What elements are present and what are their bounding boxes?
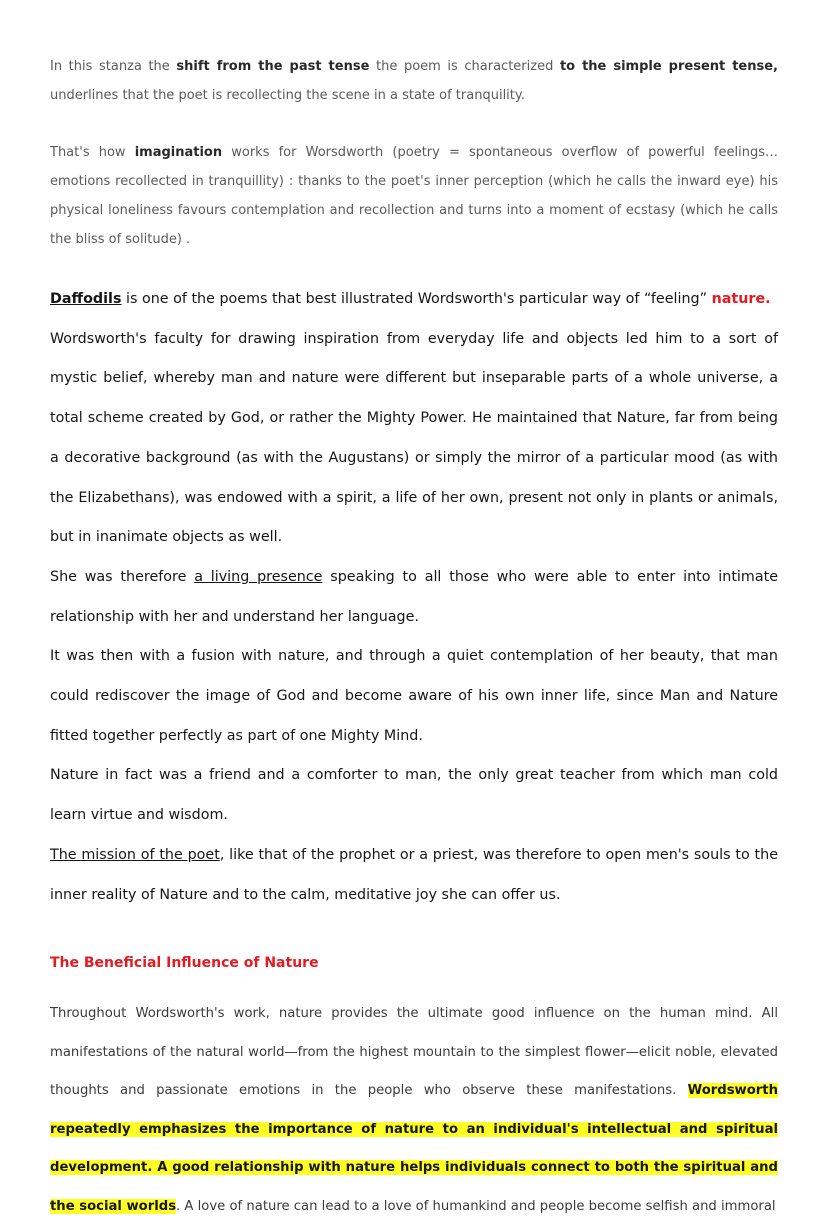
text-run: , like that of the prophet or a priest, was therefore to open men's souls to the inner reality of Nature and to the calm, meditative joy she can offer us. <box>50 846 779 903</box>
bold-run: imagination <box>134 145 223 160</box>
paragraph-imagination <box>50 138 778 254</box>
paragraph-mission <box>50 836 778 915</box>
text-run: works for Worsdworth (poetry = spontaneous overflow of powerful feelings…emotions recollected in tranquillity) : thanks to the poet's inner perception (which he calls the inward eye) his physical loneliness favours contemplation and recollection and turns into a moment of ecstasy (which he calls the bliss of solitude) . <box>50 145 778 247</box>
nature-highlight: nature. <box>711 291 771 307</box>
text-run: the poem is characterized <box>369 59 560 74</box>
paragraph-tense-shift <box>50 52 778 110</box>
highlighted-text: Wordsworth repeatedly emphasizes the importance of nature to an individual's intellectual and spiritual development. A good relationship with nature helps individuals connect to both the spiritual and the social worlds <box>50 1083 778 1214</box>
paragraph-living-presence <box>50 558 778 637</box>
text-run: underlines that the poet is recollecting the scene in a state of tranquility. <box>50 88 525 103</box>
section-title: The Beneficial Influence of Nature <box>50 955 319 972</box>
paragraph-friend: Nature in fact was a friend and a comforter to man, the only great teacher from which man cold learn virtue and wisdom. <box>50 767 778 824</box>
bold-run: shift from the past tense <box>176 59 370 74</box>
text-run: is one of the poems that best illustrated Wordsworth's particular way of “feeling” <box>121 291 712 307</box>
paragraph-beneficial-influence <box>50 995 778 1226</box>
text-run: In this stanza the <box>50 59 177 74</box>
text-run: speaking to all those who were able to enter into intimate relationship with her and understand her language. <box>50 568 778 625</box>
underlined-run: The mission of the poet <box>50 846 220 863</box>
text-run: Throughout Wordsworth's work, nature provides the ultimate good influence on the human mind. All manifestations of the natural world—from the highest mountain to the simplest flower—elicit noble, elevated thoughts and passionate emotions in the people who observe these manifestations. <box>50 1006 778 1099</box>
text-run: She was therefore <box>50 568 195 585</box>
document-page <box>50 52 778 1226</box>
underlined-run: a living presence <box>194 568 323 585</box>
text-run: . A love of nature can lead to a love of humankind and people become selfish and immoral <box>176 1198 776 1214</box>
text-run: That's how <box>50 145 135 160</box>
bold-run: to the simple present tense, <box>559 59 778 74</box>
main-section <box>50 280 778 915</box>
paragraph-fusion: It was then with a fusion with nature, and through a quiet contemplation of her beauty, that man could rediscover the image of God and become aware of his own inner life, since Man and Nature fitted together perfectly as part of one Mighty Mind. <box>50 648 778 744</box>
paragraph-mystic-belief: Wordsworth's faculty for drawing inspiration from everyday life and objects led him to a sort of mystic belief, whereby man and nature were different but inseparable parts of a whole universe, a total scheme created by God, or rather the Mighty Power. He maintained that Nature, far from being a decorative background (as with the Augustans) or simply the mirror of a particular mood (as with the Elizabethans), was endowed with a spirit, a life of her own, present not only in plants or animals, but in inanimate objects as well. <box>50 330 778 546</box>
paragraph-daffodils <box>50 280 778 320</box>
daffodils-title: Daffodils <box>50 291 122 307</box>
